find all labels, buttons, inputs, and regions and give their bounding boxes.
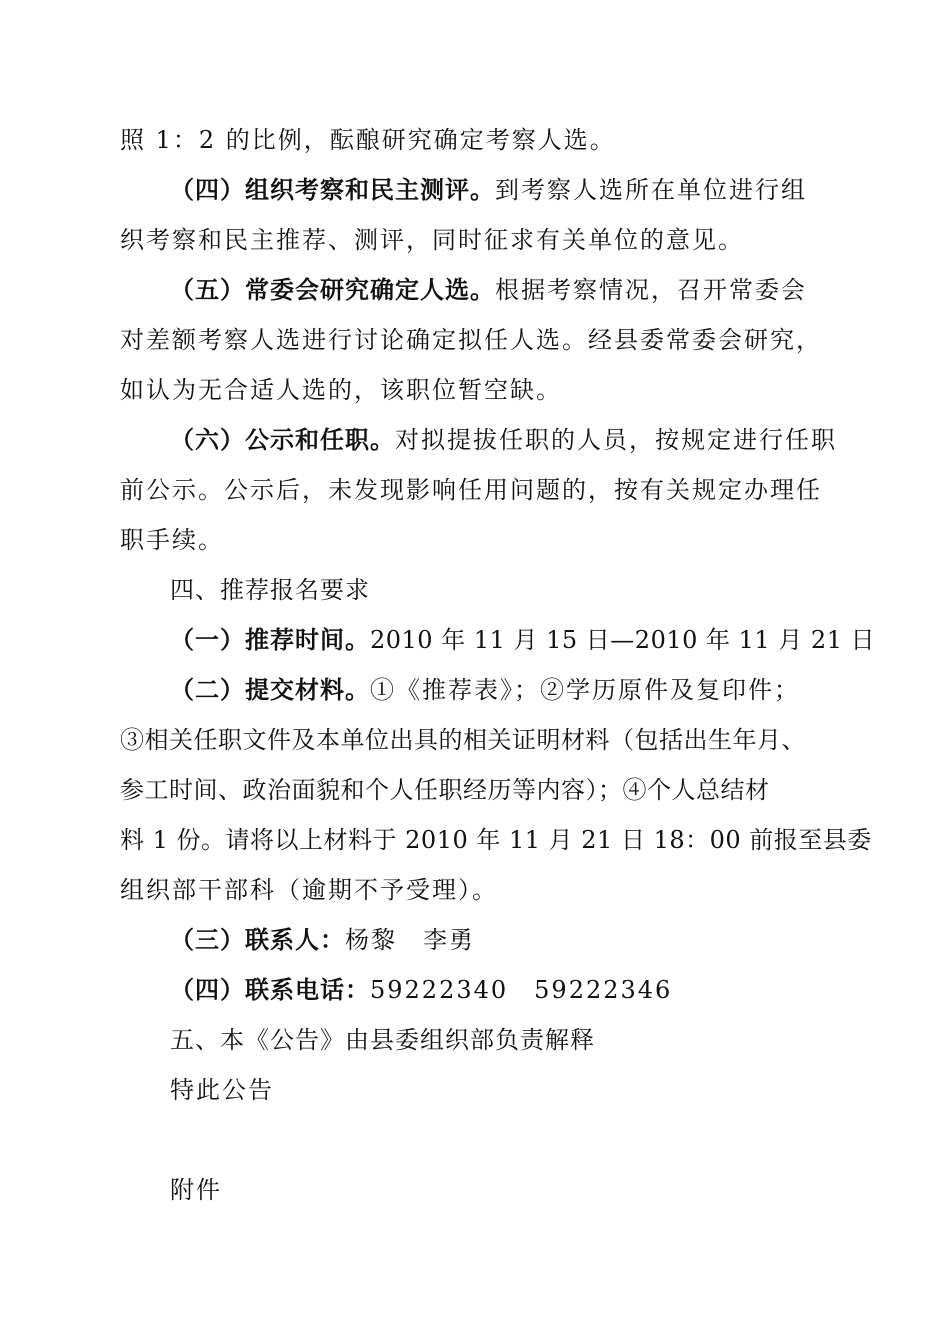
- paragraph-text: 职手续。: [120, 526, 224, 554]
- text-line: [170, 675, 890, 705]
- section-heading: （六）公示和任职。: [170, 426, 395, 454]
- section-title-text: 五、本《公告》由县委组织部负责解释: [170, 1026, 595, 1054]
- text-line: [170, 175, 890, 205]
- text-line: [120, 725, 840, 755]
- paragraph-text: 2010 年 11 月 15 日—2010 年 11 月 21 日: [370, 626, 876, 654]
- text-line: [120, 375, 840, 405]
- section-heading: （一）推荐时间。: [170, 626, 370, 654]
- text-line: [170, 625, 890, 655]
- section-heading: （三）联系人：: [170, 926, 345, 954]
- paragraph-text: 前公示。公示后，未发现影响任用问题的，按有关规定办理任: [120, 476, 822, 504]
- section-title: [170, 575, 890, 605]
- text-line: [170, 275, 890, 305]
- text-line: [170, 975, 890, 1005]
- paragraph-text: 照 1：2 的比例，酝酿研究确定考察人选。: [120, 126, 616, 154]
- text-line: [120, 225, 840, 255]
- closing-line: [170, 1075, 890, 1105]
- paragraph-text: 参工时间、政治面貌和个人任职经历等内容）；④个人总结材: [120, 776, 770, 804]
- section-heading: （四）联系电话：: [170, 976, 370, 1004]
- text-line: [120, 825, 872, 855]
- text-line: [120, 875, 840, 905]
- text-line: [120, 125, 840, 155]
- text-line: [120, 775, 840, 805]
- paragraph-text: 对拟提拔任职的人员，按规定进行任职: [395, 426, 837, 454]
- paragraph-text: ①《推荐表》；②学历原件及复印件；: [370, 676, 800, 704]
- section-heading: （四）组织考察和民主测评。: [170, 176, 495, 204]
- text-line: [120, 325, 840, 355]
- paragraph-text: 如认为无合适人选的，该职位暂空缺。: [120, 376, 562, 404]
- paragraph-text: ③相关任职文件及本单位出具的相关证明材料（包括出生年月、: [120, 726, 806, 754]
- section-title-text: 四、推荐报名要求: [170, 576, 370, 604]
- attachment-label: 附件: [170, 1176, 222, 1204]
- section-heading: （五）常委会研究确定人选。: [170, 276, 495, 304]
- section-title: [170, 1025, 890, 1055]
- text-line: [120, 525, 840, 555]
- text-line: [120, 475, 840, 505]
- contact-names: 杨黎 李勇: [345, 926, 475, 954]
- paragraph-text: 到考察人选所在单位进行组: [495, 176, 807, 204]
- paragraph-text: 料 1 份。请将以上材料于 2010 年 11 月 21 日 18：00 前报至县委: [120, 826, 872, 854]
- contact-phones: 59222340 59222346: [370, 976, 673, 1004]
- text-line: [170, 925, 890, 955]
- text-line: [170, 425, 890, 455]
- paragraph-text: 组织部干部科（逾期不予受理）。: [120, 876, 498, 904]
- section-heading: （二）提交材料。: [170, 676, 370, 704]
- paragraph-text: 织考察和民主推荐、测评，同时征求有关单位的意见。: [120, 226, 744, 254]
- closing-text: 特此公告: [170, 1076, 274, 1104]
- paragraph-text: 根据考察情况，召开常委会: [495, 276, 807, 304]
- attachment-line: [170, 1175, 890, 1205]
- paragraph-text: 对差额考察人选进行讨论确定拟任人选。经县委常委会研究，: [120, 326, 822, 354]
